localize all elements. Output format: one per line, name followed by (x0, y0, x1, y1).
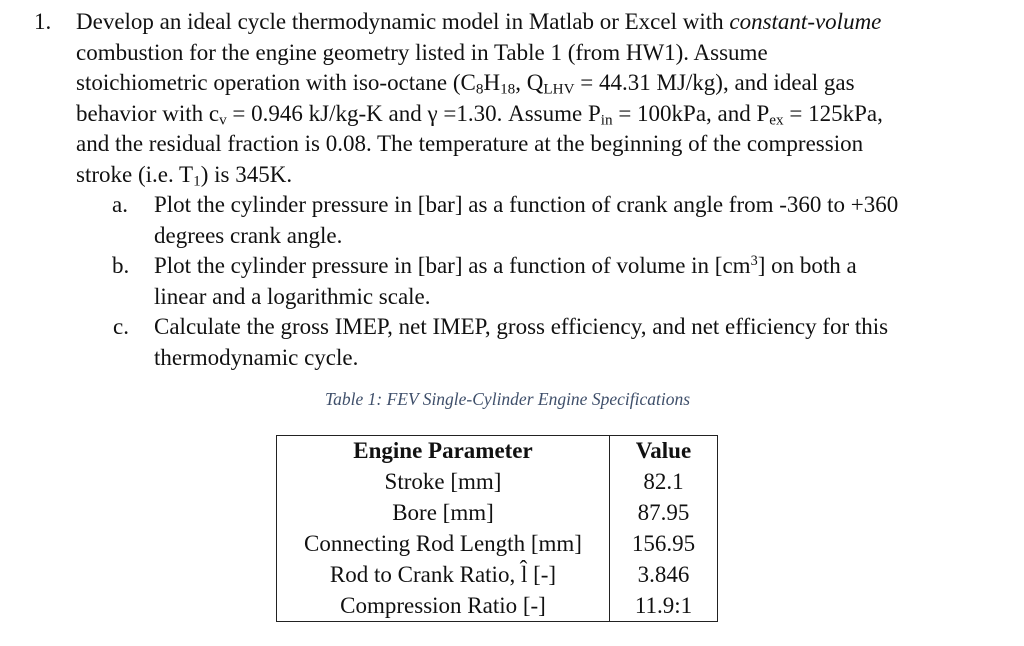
subpart-line: Plot the cylinder pressure in [bar] as a function of volume in $[cm^3]$ on both a (154, 253, 857, 278)
problem-line-5: and the residual fraction is 0.08. The temperature at the beginning of the compression (76, 131, 864, 156)
problem-line-4: behavior with $c_v = 0.946$ kJ/kg-K and γ =1.30. Assume $P_{in} = 100kPa$, and $P_{ex} = 125kPa$, (76, 100, 883, 128)
table-cell: Bore [mm] (277, 498, 610, 529)
subpart-line: linear and a logarithmic scale. (154, 283, 431, 309)
table-row (277, 529, 718, 560)
table-header-cell: Value (610, 436, 718, 467)
problem-line-2: combustion for the engine geometry listed in Table 1 (from HW1). Assume (76, 39, 768, 65)
table-caption: Table 1: FEV Single-Cylinder Engine Specifications (324, 389, 690, 409)
table-cell: 87.95 (610, 498, 718, 529)
table-row (277, 560, 718, 591)
table-cell: Connecting Rod Length [mm] (277, 529, 610, 560)
problem-number: 1. (34, 9, 52, 34)
subpart-label: c. (113, 314, 129, 339)
subpart-line: Calculate the gross IMEP, net IMEP, gross efficiency, and net efficiency for this (154, 314, 889, 339)
table-cell: Rod to Crank Ratio, l̂ [-] (277, 560, 610, 591)
table-row (277, 467, 718, 498)
subpart-line: degrees crank angle. (154, 222, 343, 248)
problem-line-6: stroke (i.e. $T_1$) is 345K. (76, 161, 293, 189)
subpart-line: Plot the cylinder pressure in [bar] as a function of crank angle from -360 to +360 (154, 192, 899, 217)
table-cell: 156.95 (610, 529, 718, 560)
table-cell: 3.846 (610, 560, 718, 591)
table-cell: 82.1 (610, 467, 718, 498)
table-cell: Compression Ratio [-] (277, 591, 610, 622)
problem-line-1: Develop an ideal cycle thermodynamic model in Matlab or Excel with constant-volume (76, 9, 882, 34)
subpart-label: b. (112, 253, 130, 278)
table-header-cell: Engine Parameter (277, 436, 610, 467)
problem-line-3: stoichiometric operation with iso-octane ($C_8H_{18}$, $Q_{LHV} = 44.31$ MJ/kg), and ideal gas (76, 70, 855, 98)
table-header-row (277, 436, 718, 467)
table-row (277, 591, 718, 622)
engine-spec-table (276, 435, 718, 622)
table-row (277, 498, 718, 529)
table-cell: 11.9:1 (610, 591, 718, 622)
subpart-line: thermodynamic cycle. (154, 344, 359, 370)
subpart-label: a. (112, 192, 128, 217)
table-cell: Stroke [mm] (277, 467, 610, 498)
